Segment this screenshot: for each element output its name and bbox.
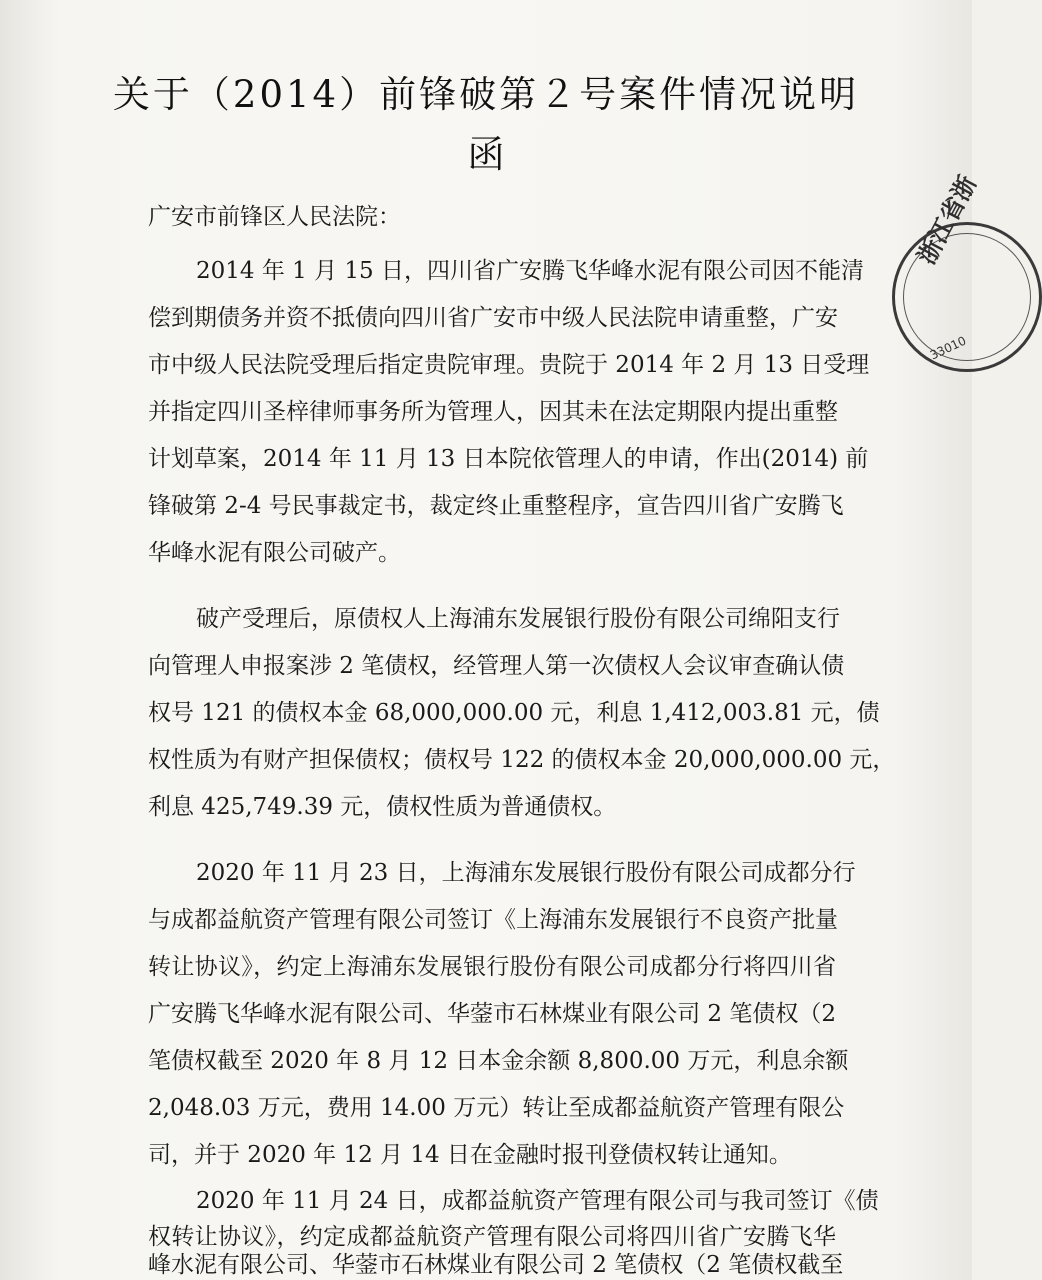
paragraph-3-line-6: 2,048.03 万元，费用 14.00 万元）转让至成都益航资产管理有限公: [148, 1095, 845, 1121]
seal-text: 浙江省浙: [912, 171, 983, 269]
paragraph-1-line-3: 市中级人民法院受理后指定贵院审理。贵院于 2014 年 2 月 13 日受理: [148, 352, 870, 378]
paragraph-3-line-7: 司，并于 2020 年 12 月 14 日在金融时报刊登债权转让通知。: [148, 1142, 792, 1168]
paragraph-3-line-5: 笔债权截至 2020 年 8 月 12 日本金余额 8,800.00 万元，利息余额: [148, 1048, 849, 1074]
paragraph-1-line-1: 2014 年 1 月 15 日，四川省广安腾飞华峰水泥有限公司因不能清: [196, 258, 864, 284]
paragraph-1-line-2: 偿到期债务并资不抵债向四川省广安市中级人民法院申请重整，广安: [148, 305, 838, 331]
paragraph-4-line-1: 2020 年 11 月 24 日，成都益航资产管理有限公司与我司签订《债: [196, 1188, 879, 1214]
paragraph-1-line-6: 锋破第 2-4 号民事裁定书，裁定终止重整程序，宣告四川省广安腾飞: [148, 493, 844, 519]
paragraph-1-line-5: 计划草案，2014 年 11 月 13 日本院依管理人的申请，作出(2014) 前: [148, 446, 869, 472]
addressee: 广安市前锋区人民法院：: [148, 204, 401, 230]
official-seal: [892, 171, 1042, 372]
document-title-continuation: 函: [467, 133, 505, 176]
paragraph-2-line-1: 破产受理后，原债权人上海浦东发展银行股份有限公司绵阳支行: [196, 606, 840, 632]
paragraph-1-line-7: 华峰水泥有限公司破产。: [148, 540, 401, 566]
paragraph-3-line-3: 转让协议》，约定上海浦东发展银行股份有限公司成都分行将四川省: [148, 954, 836, 980]
paragraph-2-line-5: 利息 425,749.39 元，债权性质为普通债权。: [148, 794, 617, 820]
document-title: 关于（2014）前锋破第２号案件情况说明: [112, 73, 860, 116]
paragraph-2-line-4: 权性质为有财产担保债权；债权号 122 的债权本金 20,000,000.00 元，: [148, 747, 896, 773]
paragraph-3-line-4: 广安腾飞华峰水泥有限公司、华蓥市石林煤业有限公司 2 笔债权（2: [148, 1001, 836, 1027]
paragraph-2-line-3: 权号 121 的债权本金 68,000,000.00 元，利息 1,412,003.81 元，债: [148, 700, 880, 726]
paragraph-4-line-2: 权转让协议》，约定成都益航资产管理有限公司将四川省广安腾飞华: [148, 1224, 836, 1250]
seal-number: 33010: [927, 333, 969, 363]
paragraph-3-line-1: 2020 年 11 月 23 日，上海浦东发展银行股份有限公司成都分行: [196, 860, 856, 886]
paragraph-2-line-2: 向管理人申报案涉 2 笔债权，经管理人第一次债权人会议审查确认债: [148, 653, 845, 679]
paragraph-3-line-2: 与成都益航资产管理有限公司签订《上海浦东发展银行不良资产批量: [148, 907, 838, 933]
paragraph-1-line-4: 并指定四川圣梓律师事务所为管理人，因其未在法定期限内提出重整: [148, 399, 838, 425]
paragraph-4-line-3: 峰水泥有限公司、华蓥市石林煤业有限公司 2 笔债权（2 笔债权截至: [148, 1252, 844, 1278]
